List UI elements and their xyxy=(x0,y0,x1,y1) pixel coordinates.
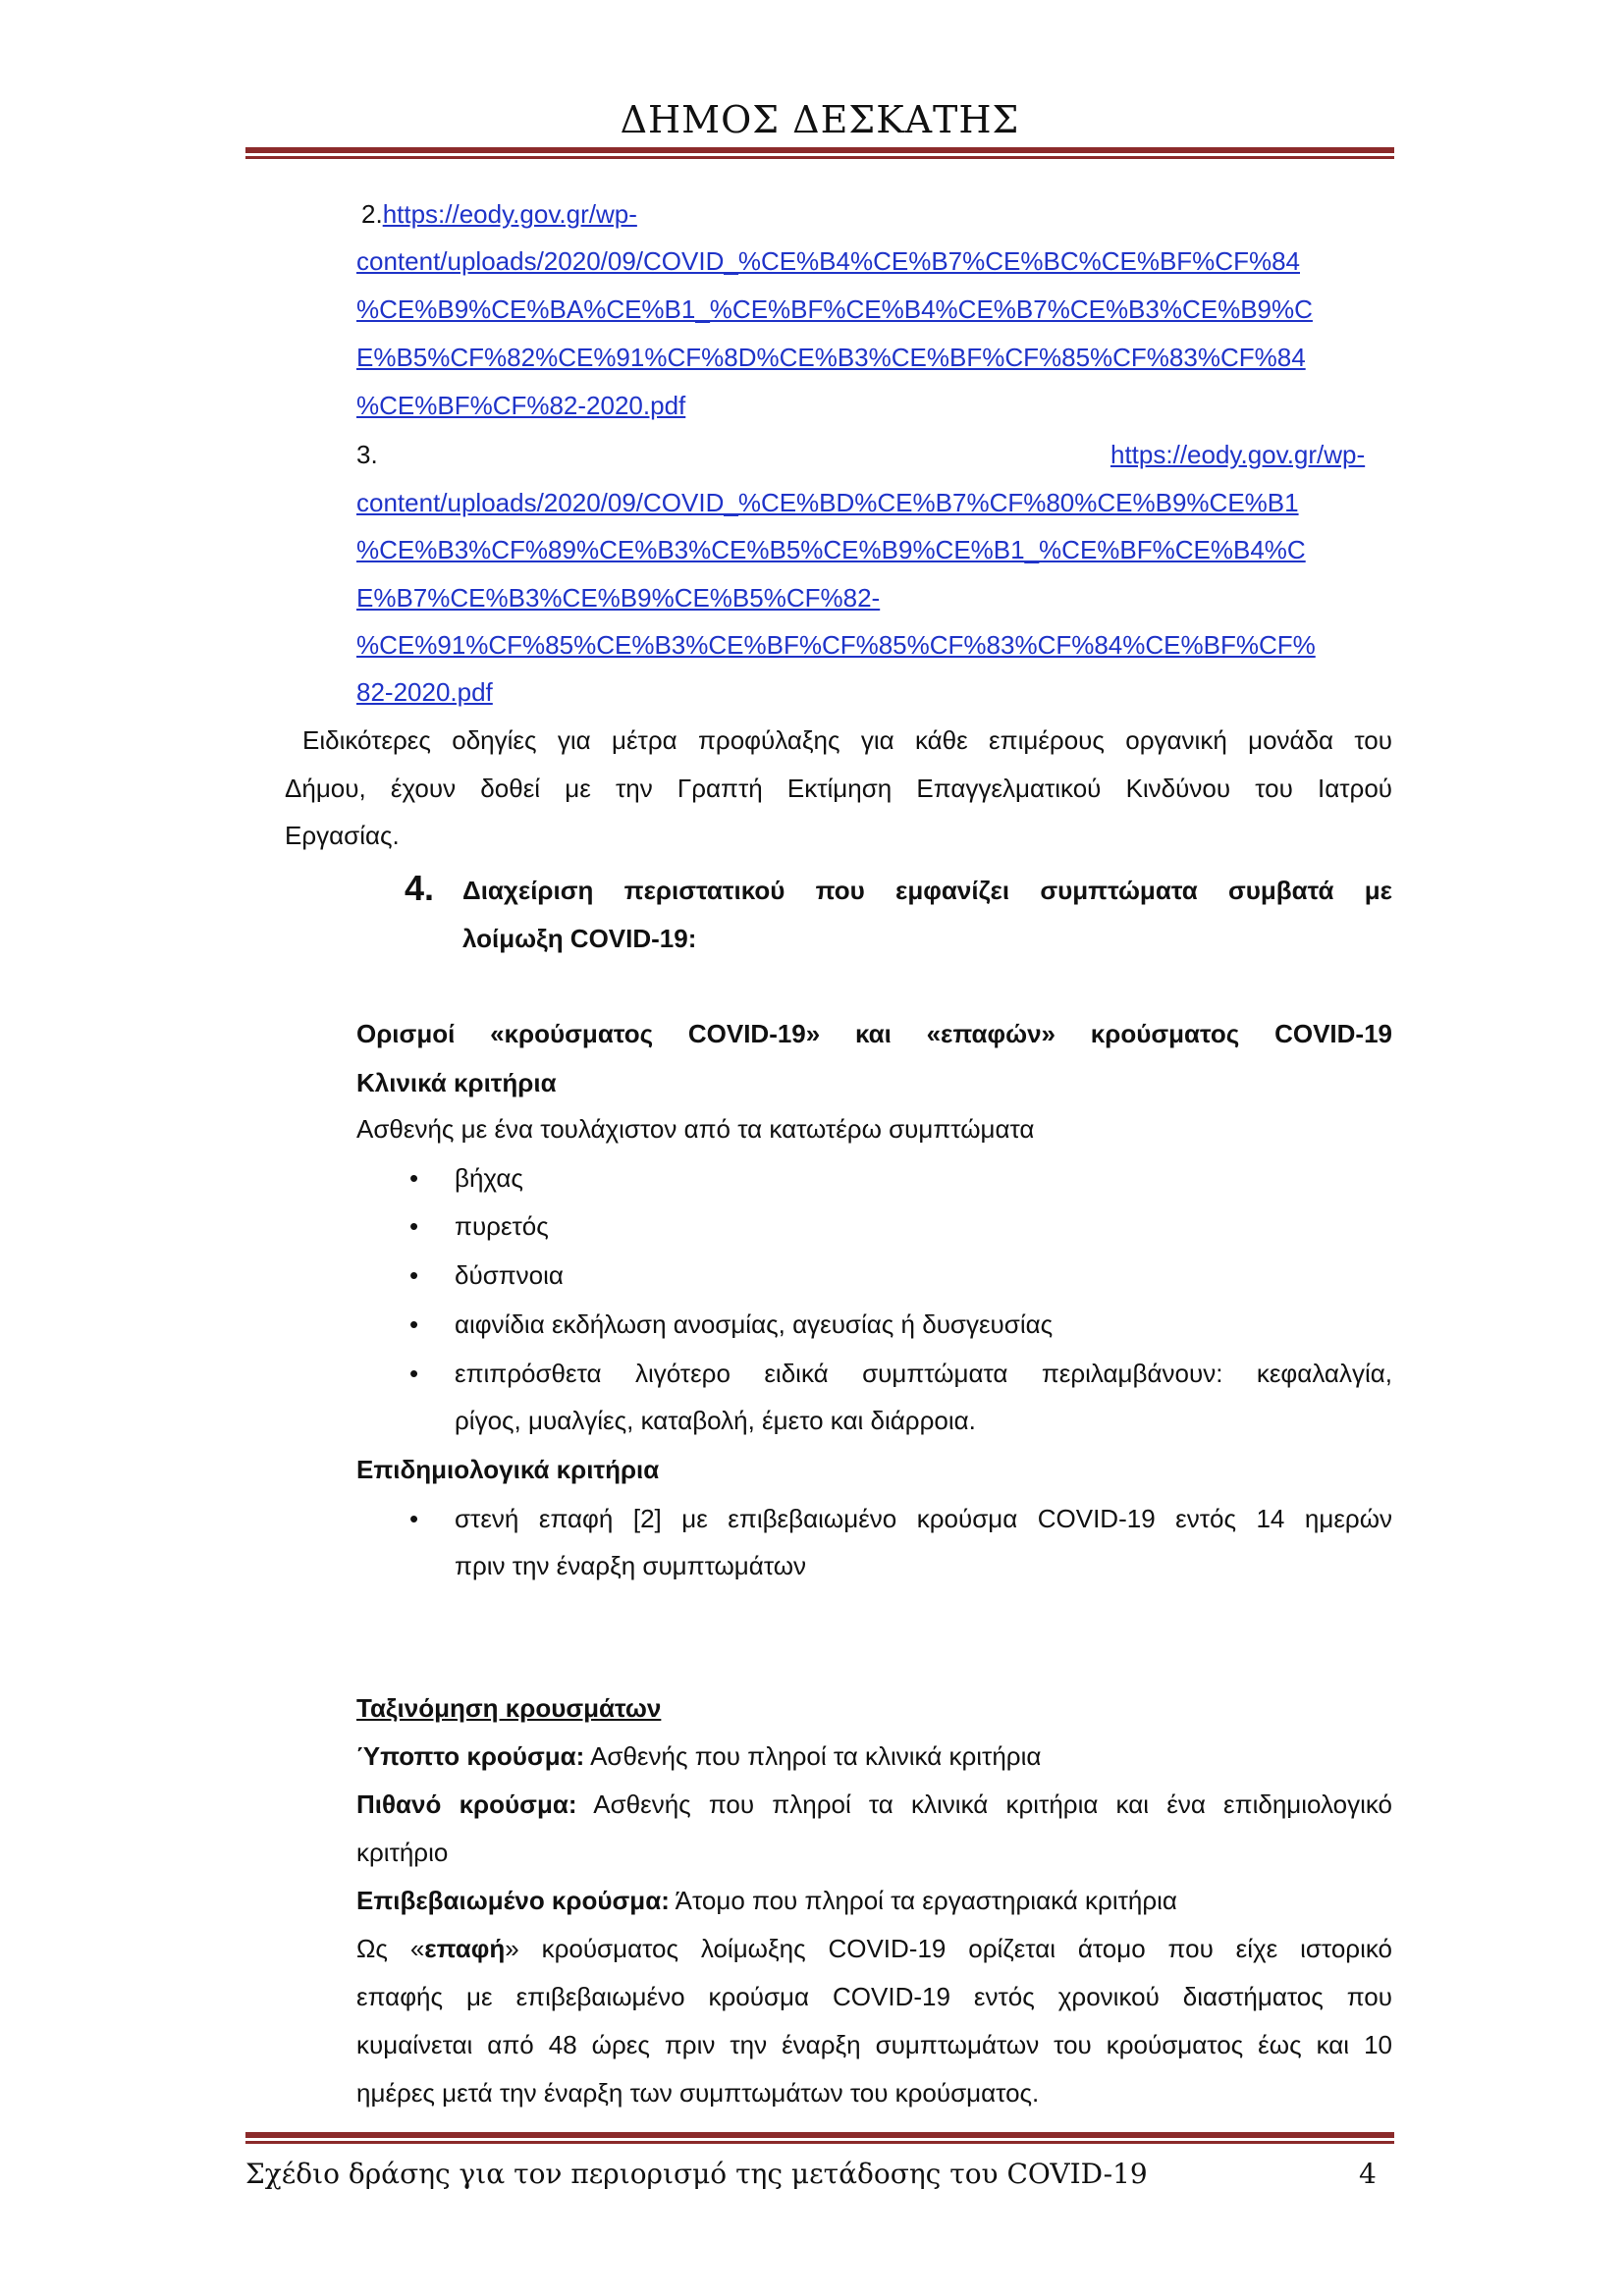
reference-3-link-line[interactable]: content/uploads/2020/09/COVID_%CE%BD%CE%B7%CF%80%CE%B9%CE%B1 xyxy=(356,488,1299,517)
reference-2-number: 2. xyxy=(361,199,383,229)
symptom-list-item: • δύσπνοια xyxy=(455,1260,564,1290)
header-divider xyxy=(245,147,1394,159)
reference-3-link-line[interactable]: 82-2020.pdf xyxy=(356,677,493,707)
symptom-list-item: • επιπρόσθετα λιγότερο ειδικά συμπτώματα περιλαμβάνουν: κεφαλαλγία, xyxy=(455,1359,1392,1388)
probable-case-text: Ασθενής που πληροί τα κλινικά κριτήρια και ένα επιδημιολογικό xyxy=(576,1789,1392,1819)
contact-definition-text: » κρούσματος λοίμωξης COVID-19 ορίζεται άτομο που είχε ιστορικό xyxy=(505,1934,1392,1963)
probable-case-definition xyxy=(356,1789,1392,1819)
suspect-case-text: Ασθενής που πληροί τα κλινικά κριτήρια xyxy=(584,1741,1042,1771)
paragraph-line: Δήμου, έχουν δοθεί με την Γραπτή Εκτίμηση Επαγγελματικού Κινδύνου του Ιατρού xyxy=(285,774,1392,803)
page-number: 4 xyxy=(1359,2158,1377,2190)
paragraph-line: Εργασίας. xyxy=(285,821,400,850)
symptom-list-item: • βήχας xyxy=(455,1163,523,1193)
probable-case-label: Πιθανό κρούσμα: xyxy=(356,1789,577,1819)
document-header-title: ΔΗΜΟΣ ΔΕΣΚΑΤΗΣ xyxy=(620,98,1020,141)
reference-2-link-line[interactable]: E%B5%CF%82%CE%91%CF%8D%CE%B3%CE%BF%CF%85%CF%83%CF%84 xyxy=(356,343,1306,372)
contact-term: επαφή xyxy=(424,1934,506,1963)
confirmed-case-definition xyxy=(356,1886,1177,1915)
footer-divider xyxy=(245,2132,1394,2144)
footer-text: Σχέδιο δράσης για τον περιορισμό της μετάδοσης του COVID-19 xyxy=(245,2158,1148,2190)
paragraph-line: Ειδικότερες οδηγίες για μέτρα προφύλαξης για κάθε επιμέρους οργανική μονάδα του xyxy=(302,725,1392,755)
contact-definition-prefix: Ως « xyxy=(356,1934,425,1963)
contact-definition-line: κυμαίνεται από 48 ώρες πριν την έναρξη συμπτωμάτων του κρούσματος έως και 10 xyxy=(356,2030,1392,2059)
reference-2 xyxy=(361,199,637,229)
reference-3-link[interactable]: https://eody.gov.gr/wp- xyxy=(1110,440,1366,469)
reference-3-number: 3. xyxy=(356,440,378,469)
confirmed-case-text: Άτομο που πληροί τα εργαστηριακά κριτήρια xyxy=(669,1886,1177,1915)
contact-definition xyxy=(356,1934,1392,1963)
symptom-list-item-continued: ρίγος, μυαλγίες, καταβολή, έμετο και διάρροια. xyxy=(455,1406,976,1435)
reference-2-link-line[interactable]: %CE%BF%CF%82-2020.pdf xyxy=(356,391,686,420)
suspect-case-label: Ύποπτο κρούσμα: xyxy=(356,1741,585,1771)
definitions-heading: Ορισμοί «κρούσματος COVID-19» και «επαφών» κρούσματος COVID-19 xyxy=(356,1019,1392,1048)
reference-3-link-line[interactable]: %CE%91%CF%85%CE%B3%CE%BF%CF%85%CF%83%CF%84%CE%BF%CF% xyxy=(356,630,1316,660)
epidemiological-list-item-continued: πριν την έναρξη συμπτωμάτων xyxy=(455,1551,807,1580)
reference-2-link[interactable]: https://eody.gov.gr/wp- xyxy=(382,199,637,229)
reference-3-link-line[interactable]: %CE%B3%CF%89%CE%B3%CE%B5%CE%B9%CE%B1_%CE%BF%CE%B4%C xyxy=(356,535,1306,564)
contact-definition-line: επαφής με επιβεβαιωμένο κρούσμα COVID-19 εντός χρονικού διαστήματος που xyxy=(356,1982,1392,2011)
reference-3-link-line[interactable]: E%B7%CE%B3%CE%B9%CE%B5%CF%82- xyxy=(356,583,881,613)
epidemiological-criteria-heading: Επιδημιολογικά κριτήρια xyxy=(356,1455,660,1484)
section-title-line-2: λοίμωξη COVID-19: xyxy=(462,924,697,953)
clinical-criteria-intro: Ασθενής με ένα τουλάχιστον από τα κατωτέρω συμπτώματα xyxy=(356,1114,1035,1144)
suspect-case-definition xyxy=(356,1741,1041,1771)
epidemiological-list-item: • στενή επαφή [2] με επιβεβαιωμένο κρούσμα COVID-19 εντός 14 ημερών xyxy=(455,1504,1392,1533)
clinical-criteria-heading: Κλινικά κριτήρια xyxy=(356,1068,557,1097)
confirmed-case-label: Επιβεβαιωμένο κρούσμα: xyxy=(356,1886,670,1915)
reference-2-link-line[interactable]: %CE%B9%CE%BA%CE%B1_%CE%BF%CE%B4%CE%B7%CE%B3%CE%B9%C xyxy=(356,294,1313,324)
classification-heading: Ταξινόμηση κρουσμάτων xyxy=(356,1693,662,1723)
section-title: Διαχείριση περιστατικού που εμφανίζει συμπτώματα συμβατά με xyxy=(462,876,1392,905)
symptom-list-item: • αιφνίδια εκδήλωση ανοσμίας, αγευσίας ή δυσγευσίας xyxy=(455,1309,1053,1339)
symptom-list-item: • πυρετός xyxy=(455,1211,549,1241)
contact-definition-line: ημέρες μετά την έναρξη των συμπτωμάτων του κρούσματος. xyxy=(356,2078,1040,2108)
probable-case-text-continued: κριτήριο xyxy=(356,1838,449,1867)
reference-2-link-line[interactable]: content/uploads/2020/09/COVID_%CE%B4%CE%B7%CE%BC%CE%BF%CF%84 xyxy=(356,246,1300,276)
section-number: 4. xyxy=(405,868,435,908)
